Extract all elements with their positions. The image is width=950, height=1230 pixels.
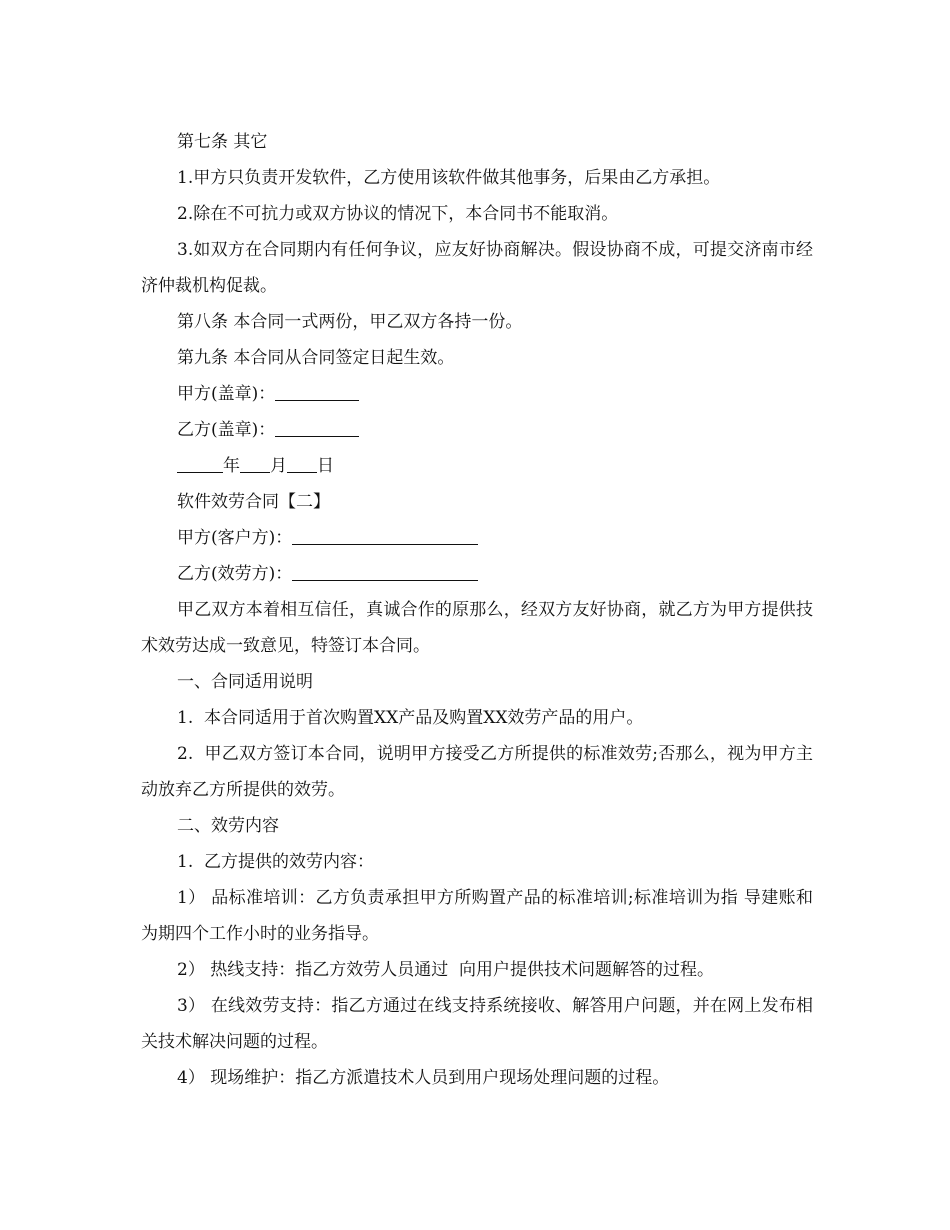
document-body xyxy=(141,124,813,1096)
date-line xyxy=(141,448,813,484)
preamble: 甲乙双方本着相互信任，真诚合作的原那么，经双方友好协商，就乙方为甲方提供技术效劳达成一致意见，特签订本合同。 xyxy=(141,600,813,656)
party-b-service-label: 乙方(效劳方)： xyxy=(177,564,293,584)
article-8: 第八条 本合同一式两份，甲乙双方各持一份。 xyxy=(177,312,523,332)
party-b-seal-line xyxy=(141,412,813,448)
party-b-seal-label: 乙方(盖章)： xyxy=(177,420,276,440)
section-1-heading: 一、合同适用说明 xyxy=(177,672,313,692)
article-7-clause-1: 1.甲方只负责开发软件，乙方使用该软件做其他事务，后果由乙方承担。 xyxy=(177,168,721,188)
day-blank xyxy=(287,458,317,473)
contract-2-title: 软件效劳合同【二】 xyxy=(177,492,330,512)
party-a-client-line xyxy=(141,520,813,556)
article-9: 第九条 本合同从合同签定日起生效。 xyxy=(177,348,455,368)
article-7-clause-2: 2.除在不可抗力或双方协议的情况下，本合同书不能取消。 xyxy=(177,204,619,224)
day-label: 日 xyxy=(317,456,334,476)
article-7-clause-3: 3.如双方在合同期内有任何争议，应友好协商解决。假设协商不成，可提交济南市经济仲裁机构促裁。 xyxy=(141,240,813,296)
section-1-item-1: 1. 本合同适用于首次购置XX产品及购置XX效劳产品的用户。 xyxy=(177,708,644,728)
year-blank xyxy=(177,458,223,473)
party-a-client-label: 甲方(客户方)： xyxy=(177,528,293,548)
article-7-heading: 第七条 其它 xyxy=(177,132,268,152)
month-label: 月 xyxy=(270,456,287,476)
party-a-seal-line xyxy=(141,376,813,412)
service-item-3: 3） 在线效劳支持：指乙方通过在线支持系统接收、解答用户问题，并在网上发布相关技术解决问题的过程。 xyxy=(141,996,813,1052)
party-a-seal-blank xyxy=(275,386,359,401)
party-a-client-blank xyxy=(292,530,478,545)
service-item-2: 2） 热线支持：指乙方效劳人员通过 向用户提供技术问题解答的过程。 xyxy=(177,960,715,980)
party-b-service-blank xyxy=(292,566,478,581)
party-a-seal-label: 甲方(盖章)： xyxy=(177,384,276,404)
section-2-item-1: 1. 乙方提供的效劳内容： xyxy=(177,852,375,872)
year-label: 年 xyxy=(223,456,240,476)
section-1-item-2: 2. 甲乙双方签订本合同，说明甲方接受乙方所提供的标准效劳;否那么，视为甲方主动放弃乙方所提供的效劳。 xyxy=(141,744,813,800)
party-b-service-line xyxy=(141,556,813,592)
section-2-heading: 二、效劳内容 xyxy=(177,816,279,836)
service-item-4: 4） 现场维护：指乙方派遣技术人员到用户现场处理问题的过程。 xyxy=(177,1068,670,1088)
month-blank xyxy=(240,458,270,473)
service-item-1: 1） 品标准培训：乙方负责承担甲方所购置产品的标准培训;标准培训为指 导建账和为期四个工作小时的业务指导。 xyxy=(141,888,813,944)
party-b-seal-blank xyxy=(275,422,359,437)
